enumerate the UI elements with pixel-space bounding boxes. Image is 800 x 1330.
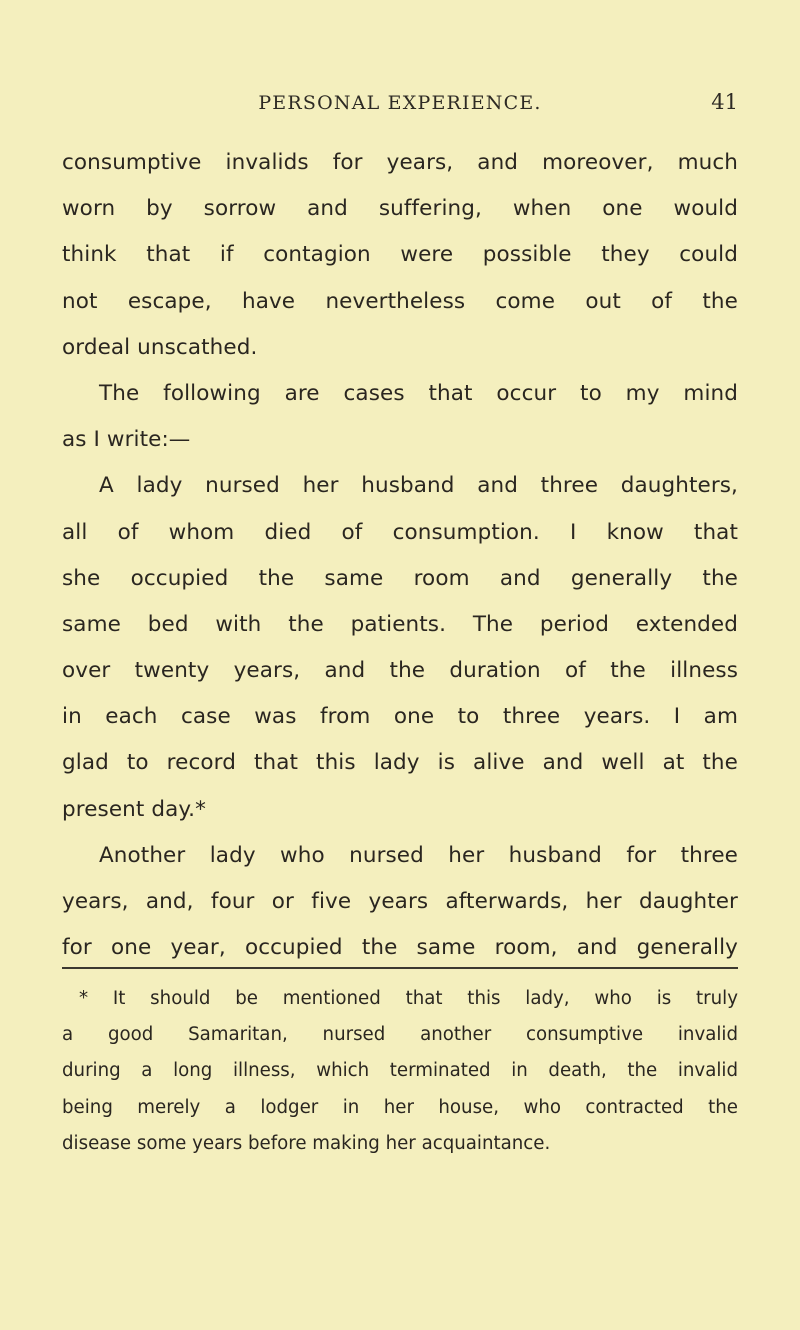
footnote-line: * It should be mentioned that this lady, who is truly — [79, 988, 738, 1009]
body-line: The following are cases that occur to my mind — [99, 380, 738, 406]
body-line: think that if contagion were possible they could — [62, 242, 738, 268]
body-line: glad to record that this lady is alive and well at the — [62, 750, 738, 776]
running-head — [62, 92, 738, 122]
body-line: same bed with the patients. The period extended — [62, 611, 738, 637]
footnote-line: during a long illness, which terminated in death, the invalid — [62, 1060, 738, 1082]
body-line: all of whom died of consumption. I know that — [62, 519, 738, 545]
body-line: present day.* — [62, 796, 206, 822]
footnote-line: a good Samaritan, nursed another consumptive invalid — [62, 1024, 738, 1046]
body-line: worn by sorrow and suffering, when one would — [62, 196, 738, 222]
body-line: consumptive invalids for years, and moreover, much — [62, 150, 738, 175]
body-line: for one year, occupied the same room, and generally — [62, 935, 738, 961]
body-line: as I write:— — [62, 427, 191, 453]
footnote-line: disease some years before making her acquaintance. — [62, 1132, 551, 1154]
body-line: Another lady who nursed her husband for three — [99, 842, 738, 868]
body-line: over twenty years, and the duration of the illness — [62, 658, 738, 684]
body-line: years, and, four or five years afterwards, her daughter — [62, 889, 738, 914]
body-line: not escape, have nevertheless come out of the — [62, 288, 738, 314]
body-line: in each case was from one to three years. I am — [62, 704, 738, 730]
body-line: A lady nursed her husband and three daughters, — [99, 473, 738, 499]
body-line: she occupied the same room and generally the — [62, 565, 738, 591]
footnote-line: being merely a lodger in her house, who contracted the — [62, 1096, 738, 1118]
running-title: PERSONAL EXPERIENCE. — [258, 92, 542, 114]
footnote-rule — [62, 967, 738, 969]
body-line: ordeal unscathed. — [62, 334, 258, 360]
footnote — [62, 981, 738, 1162]
page-number: 41 — [711, 90, 738, 114]
body-text — [62, 140, 738, 971]
